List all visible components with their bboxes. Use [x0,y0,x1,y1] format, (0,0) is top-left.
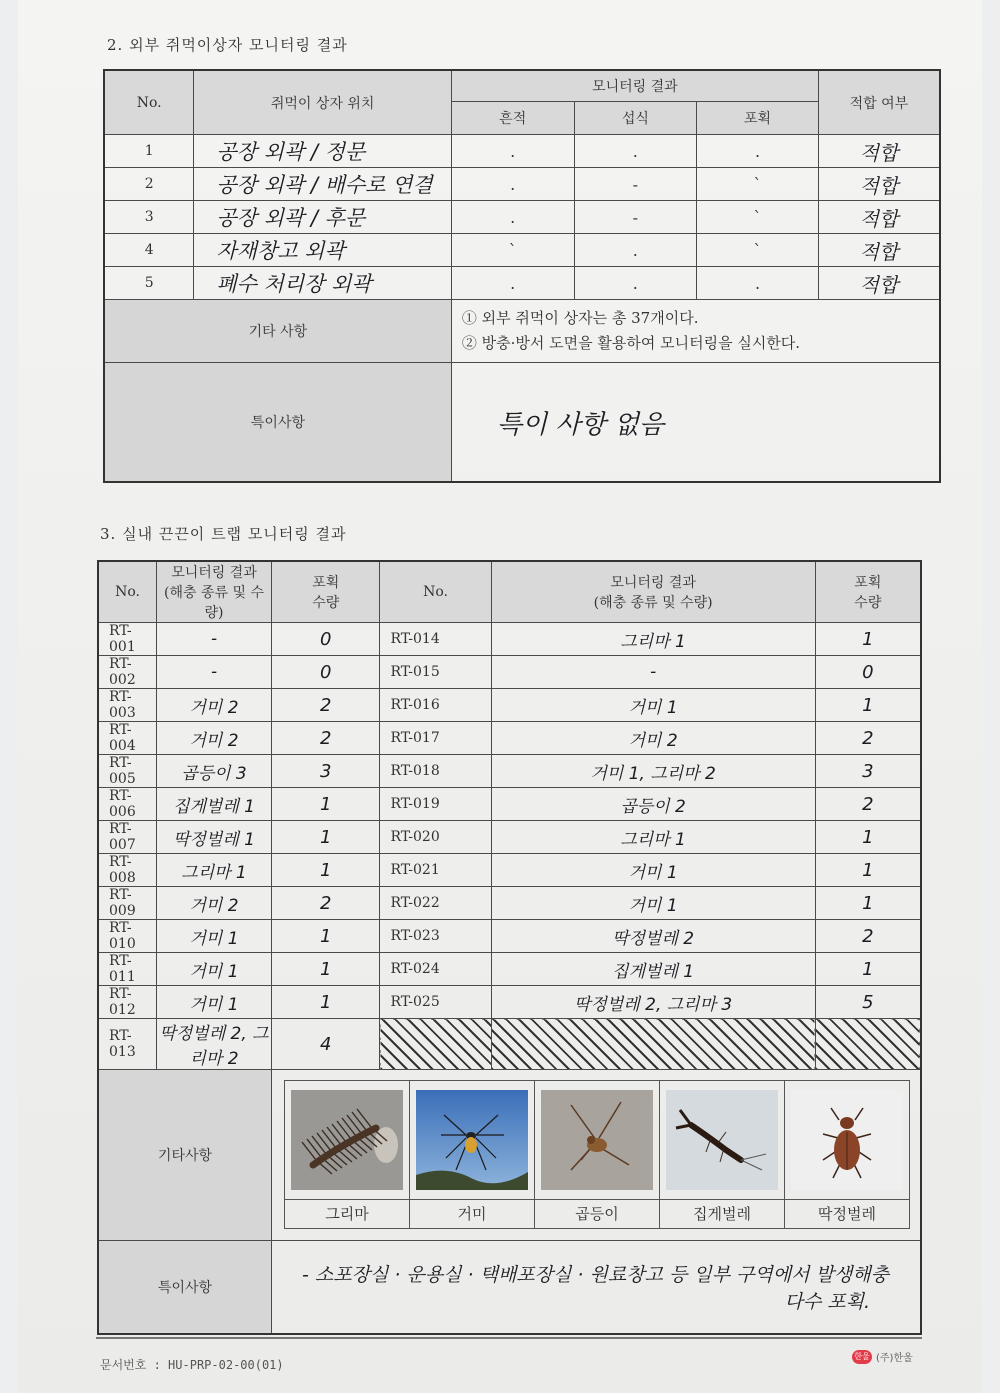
header-no-left: No. [98,561,157,623]
trap-id: RT-007 [98,821,157,854]
table-row [98,953,921,986]
table-row [98,623,921,656]
trap-id: RT-011 [98,953,157,986]
hatched-empty-cell [815,1019,921,1070]
row-trace: . [451,267,574,300]
hatched-empty-cell [491,1019,815,1070]
trap-id: RT-016 [380,689,491,722]
special-label: 특이사항 [104,363,451,483]
special-line-1: - 소포장실 · 운용실 · 택배포장실 · 원료창고 등 일부 구역에서 발생해충 [301,1264,889,1286]
trap-count: 4 [271,1019,379,1070]
row-suitability: 적합 [818,267,940,300]
trap-id: RT-005 [98,755,157,788]
trap-id: RT-022 [380,887,491,920]
trap-result: 집게벌레 1 [491,953,815,986]
insect-photo [410,1081,535,1228]
trap-count: 2 [271,887,379,920]
trap-result: - [491,656,815,689]
row-location: 폐수 처리장 외곽 [194,267,452,300]
row-capture: ` [697,234,819,267]
header-feed: 섭식 [574,102,697,135]
trap-id: RT-018 [380,755,491,788]
centipede-icon [291,1085,403,1195]
trap-id: RT-017 [380,722,491,755]
trap-count: 3 [271,755,379,788]
trap-result: 거미 1 [491,689,815,722]
other-label-text: 기타 사항 [248,324,308,340]
company-logo [852,1349,913,1364]
trap-result: 거미 1 [157,920,272,953]
row-suitability: 적합 [818,168,940,201]
trap-count: 1 [815,953,921,986]
table-row [98,821,921,854]
special-text-3 [271,1241,921,1335]
doc-number: 문서번호 : HU-PRP-02-00(01) [100,1358,284,1372]
table-row [98,854,921,887]
trap-result: 그리마 1 [491,623,815,656]
trap-count: 2 [271,722,379,755]
insect-caption: 거미 [410,1199,534,1228]
rat-bait-box-table [103,69,941,483]
trap-result: 거미 1 [491,854,815,887]
insect-photo [785,1081,909,1228]
section3-title: 3. 실내 끈끈이 트랩 모니터링 결과 [100,525,347,543]
special-line-2: 다수 포획. [784,1291,870,1313]
row-no: 4 [104,234,194,267]
special-label-3: 특이사항 [98,1241,271,1335]
row-trace: . [451,168,574,201]
trap-id: RT-004 [98,722,157,755]
header-result-left-sub: (해충 종류 및 수량) [164,585,264,621]
photo-strip [284,1080,910,1229]
trap-result: 거미 2 [157,722,272,755]
row-location: 공장 외곽 / 정문 [194,135,452,168]
trap-count: 2 [271,689,379,722]
trap-id: RT-001 [98,623,157,656]
trap-id: RT-008 [98,854,157,887]
row-location: 공장 외곽 / 후문 [194,201,452,234]
row-suitability: 적합 [818,234,940,267]
trap-count: 1 [815,854,921,887]
header-result-right-main: 모니터링 결과 [610,575,696,591]
trap-id: RT-023 [380,920,491,953]
trap-id: RT-024 [380,953,491,986]
trap-result: 그리마 1 [491,821,815,854]
trap-count: 3 [815,755,921,788]
header-count-right-main: 포획 [854,575,882,591]
other-label-3 [98,1070,271,1241]
trap-result: 거미 2 [157,887,272,920]
header-location: 쥐먹이 상자 위치 [194,70,452,135]
trap-result: 곱등이 2 [491,788,815,821]
sticky-trap-table [97,560,922,1335]
table-row [104,135,940,168]
trap-count: 0 [271,623,379,656]
row-suitability: 적합 [818,201,940,234]
trap-result: 딱정벌레 2, 그리마 3 [491,986,815,1019]
earwig-icon [666,1085,778,1195]
beetle-icon [791,1085,903,1195]
row-suitability: 적합 [818,135,940,168]
header-result-right [491,561,815,623]
header-count-right-sub: 수량 [854,595,882,611]
trap-count: 2 [815,920,921,953]
row-feed: . [574,234,697,267]
trap-result: 그리마 1 [157,854,272,887]
trap-id: RT-020 [380,821,491,854]
trap-count: 1 [271,920,379,953]
trap-result: - [157,656,272,689]
row-feed: - [574,168,697,201]
header-no-right: No. [380,561,491,623]
trap-count: 1 [815,887,921,920]
trap-result: 거미 1 [491,887,815,920]
table-row [98,920,921,953]
trap-id: RT-014 [380,623,491,656]
insect-caption: 그리마 [285,1199,409,1228]
header-suitability: 적합 여부 [818,70,940,135]
row-feed: . [574,267,697,300]
other-label-3-text: 기타사항 [157,1148,213,1164]
other-note-1: ① 외부 쥐먹이 상자는 총 37개이다. [461,309,699,327]
trap-count: 1 [271,986,379,1019]
row-no: 3 [104,201,194,234]
header-monitoring: 모니터링 결과 [451,70,818,102]
table-row [98,887,921,920]
table-row [98,986,921,1019]
table-row [98,656,921,689]
trap-result: 거미 1 [157,953,272,986]
photo-panel [271,1070,921,1241]
header-result-left [157,561,272,623]
trap-count: 2 [815,788,921,821]
special-text: 특이 사항 없음 [451,363,940,483]
table-row [104,168,940,201]
company-name: (주)한울 [876,1353,913,1364]
trap-result: 거미 2 [491,722,815,755]
trap-id: RT-002 [98,656,157,689]
trap-id: RT-013 [98,1019,157,1070]
table-row [98,1019,921,1070]
other-note-2: ② 방충·방서 도면을 활용하여 모니터링을 실시한다. [461,334,801,352]
section2-title: 2. 외부 쥐먹이상자 모니터링 결과 [107,36,348,54]
trap-count: 1 [815,689,921,722]
trap-result: - [157,623,272,656]
trap-result: 집게벌레 1 [157,788,272,821]
hatched-empty-cell [380,1019,491,1070]
insect-caption: 곱등이 [535,1199,659,1228]
trap-result: 거미 2 [157,689,272,722]
header-count-left-sub: 수량 [312,595,340,611]
trap-count: 1 [271,821,379,854]
row-capture: ` [697,201,819,234]
header-capture: 포획 [697,102,819,135]
insect-caption: 딱정벌레 [785,1199,909,1228]
table-row [98,755,921,788]
trap-id: RT-025 [380,986,491,1019]
header-result-right-sub: (해충 종류 및 수량) [593,595,713,611]
trap-id: RT-012 [98,986,157,1019]
trap-count: 1 [815,821,921,854]
header-count-left-main: 포획 [312,575,340,591]
header-count-left [271,561,379,623]
trap-result: 곱등이 3 [157,755,272,788]
row-no: 5 [104,267,194,300]
table-row [104,234,940,267]
other-label [104,300,451,363]
row-feed: . [574,135,697,168]
trap-id: RT-021 [380,854,491,887]
trap-id: RT-006 [98,788,157,821]
row-capture: ` [697,168,819,201]
trap-count: 0 [271,656,379,689]
header-count-right [815,561,921,623]
trap-id: RT-015 [380,656,491,689]
insect-photo [660,1081,785,1228]
row-location: 공장 외곽 / 배수로 연결 [194,168,452,201]
trap-count: 1 [271,788,379,821]
trap-result: 거미 1, 그리마 2 [491,755,815,788]
trap-count: 0 [815,656,921,689]
cricket-icon [541,1085,653,1195]
header-no: No. [104,70,194,135]
trap-result: 거미 1 [157,986,272,1019]
row-capture: . [697,267,819,300]
trap-id: RT-019 [380,788,491,821]
insect-photo [285,1081,410,1228]
trap-result: 딱정벌레 2 [491,920,815,953]
row-trace: ` [451,234,574,267]
other-notes [451,300,940,363]
row-trace: . [451,135,574,168]
row-feed: - [574,201,697,234]
trap-result: 딱정벌레 1 [157,821,272,854]
trap-count: 1 [815,623,921,656]
trap-count: 5 [815,986,921,1019]
trap-id: RT-009 [98,887,157,920]
header-result-left-main: 모니터링 결과 [171,565,257,581]
trap-count: 1 [271,854,379,887]
row-location: 자재창고 외곽 [194,234,452,267]
logo-mark: 한울 [852,1350,872,1364]
trap-count: 2 [815,722,921,755]
trap-result: 딱정벌레 2, 그리마 2 [157,1019,272,1070]
table-row [98,689,921,722]
row-no: 1 [104,135,194,168]
table-row [98,788,921,821]
trap-id: RT-010 [98,920,157,953]
insect-caption: 집게벌레 [660,1199,784,1228]
table-row [98,722,921,755]
spider-icon [416,1085,528,1195]
row-trace: . [451,201,574,234]
header-trace: 흔적 [451,102,574,135]
footer-rule [96,1337,922,1339]
row-capture: . [697,135,819,168]
trap-count: 1 [271,953,379,986]
trap-id: RT-003 [98,689,157,722]
table-row [104,201,940,234]
row-no: 2 [104,168,194,201]
table-row [104,267,940,300]
insect-photo [535,1081,660,1228]
